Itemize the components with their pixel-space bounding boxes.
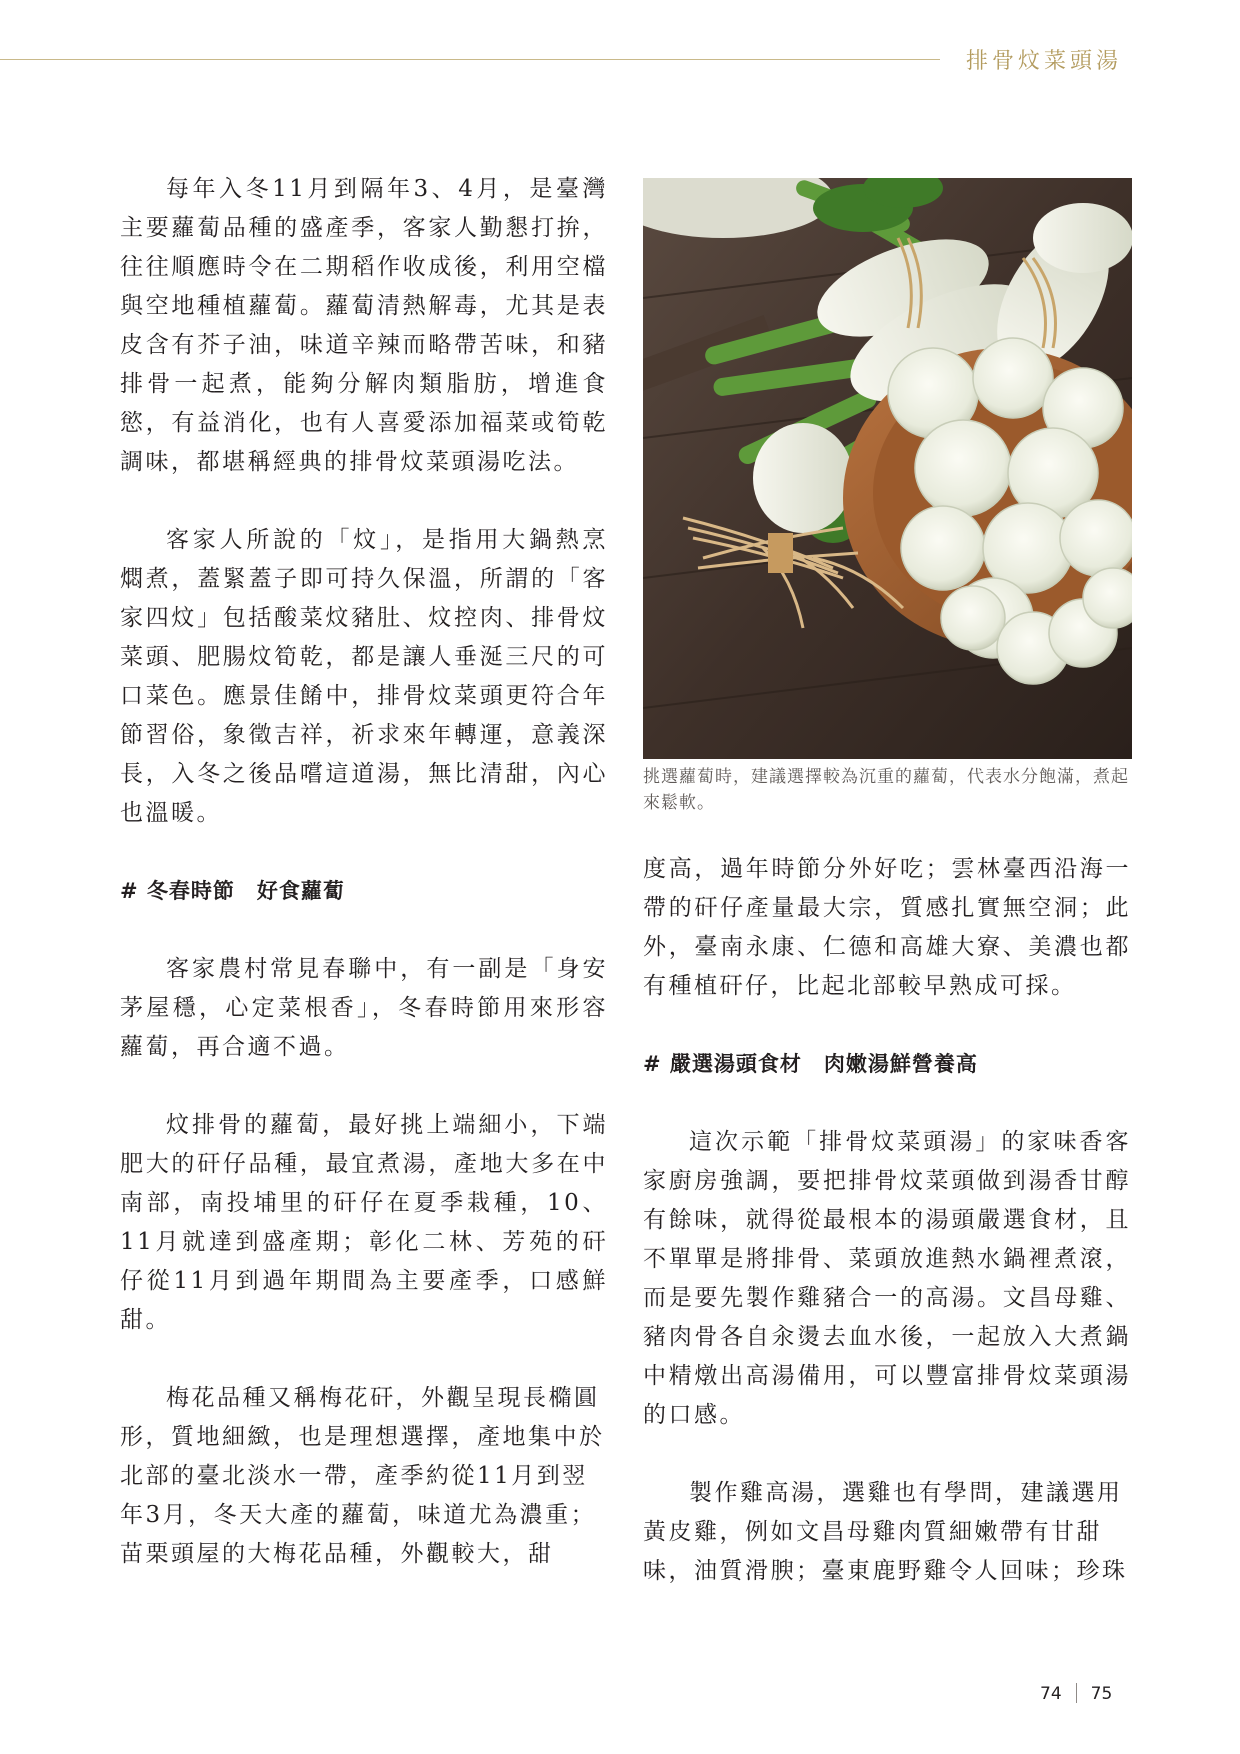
- page-numbers: [1040, 1683, 1140, 1704]
- radish-variety-paragraph: 炆排骨的蘿蔔，最好挑上端細小，下端肥大的矸仔品種，最宜煮湯，產地大多在中南部，南投埔里的矸仔在夏季栽種，10、11月就達到盛產期；彰化二林、芳苑的矸仔從11月到過年期間為主要產季，口感鮮甜。: [120, 1112, 608, 1333]
- intro-paragraph: 每年入冬11月到隔年3、4月，是臺灣主要蘿蔔品種的盛產季，客家人勤懇打拚，往往順應時令在二期稻作收成後，利用空檔與空地種植蘿蔔。蘿蔔清熱解毒，尤其是表皮含有芥子油，味道辛辣而略帶苦味，和豬排骨一起煮，能夠分解肉類脂肪，增進食慾，有益消化，也有人喜愛添加福菜或筍乾調味，都堪稱經典的排骨炆菜頭湯吃法。: [120, 176, 608, 475]
- left-column: [120, 170, 608, 1574]
- page-number-right: 75: [1090, 1684, 1113, 1704]
- photo-caption: 挑選蘿蔔時，建議選擇較為沉重的蘿蔔，代表水分飽滿，煮起來鬆軟。: [643, 767, 1129, 813]
- radish-photo-icon: [643, 178, 1132, 759]
- couplet-paragraph: 客家農村常見春聯中，有一副是「身安茅屋穩，心定菜根香」，冬春時節用來形容蘿蔔，再合適不過。: [120, 956, 608, 1060]
- plum-variety-paragraph: 梅花品種又稱梅花矸，外觀呈現長橢圓形，質地細緻，也是理想選擇，產地集中於北部的臺北淡水一帶，產季約從11月到翌年3月，冬天大產的蘿蔔，味道尤為濃重；苗栗頭屋的大梅花品種，外觀較大，甜: [120, 1385, 605, 1567]
- continued-paragraph: 度高，過年時節分外好吃；雲林臺西沿海一帶的矸仔產量最大宗，質感扎實無空洞；此外，臺南永康、仁德和高雄大寮、美濃也都有種植矸仔，比起北部較早熟成可採。: [643, 856, 1131, 999]
- right-column: [643, 850, 1131, 1591]
- section-heading-broth: # 嚴選湯頭食材 肉嫩湯鮮營養高: [643, 1052, 978, 1076]
- header-rule: [0, 59, 940, 60]
- broth-paragraph: 這次示範「排骨炆菜頭湯」的家味香客家廚房強調，要把排骨炆菜頭做到湯香甘醇有餘味，就得從最根本的湯頭嚴選食材，且不單單是將排骨、菜頭放進熱水鍋裡煮滾，而是要先製作雞豬合一的高湯。文昌母雞、豬肉骨各自汆燙去血水後，一起放入大煮鍋中精燉出高湯備用，可以豐富排骨炆菜頭湯的口感。: [643, 1129, 1131, 1428]
- page-number-divider: [1076, 1683, 1077, 1703]
- page-number-left: 74: [1040, 1684, 1062, 1704]
- running-header-title: 排骨炆菜頭湯: [966, 49, 1123, 74]
- wen-paragraph: 客家人所說的「炆」，是指用大鍋熱烹燜煮，蓋緊蓋子即可持久保溫，所謂的「客家四炆」包括酸菜炆豬肚、炆控肉、排骨炆菜頭、肥腸炆筍乾，都是讓人垂涎三尺的可口菜色。應景佳餚中，排骨炆菜頭更符合年節習俗，象徵吉祥，祈求來年轉運，意義深長，入冬之後品嚐這道湯，無比清甜，內心也溫暖。: [120, 527, 608, 826]
- chicken-paragraph: 製作雞高湯，選雞也有學問，建議選用黃皮雞，例如文昌母雞肉質細嫩帶有甘甜味，油質滑腴；臺東鹿野雞令人回味；珍珠: [643, 1480, 1128, 1584]
- radish-photo: [643, 178, 1132, 759]
- section-heading-winter-spring: # 冬春時節 好食蘿蔔: [120, 879, 345, 903]
